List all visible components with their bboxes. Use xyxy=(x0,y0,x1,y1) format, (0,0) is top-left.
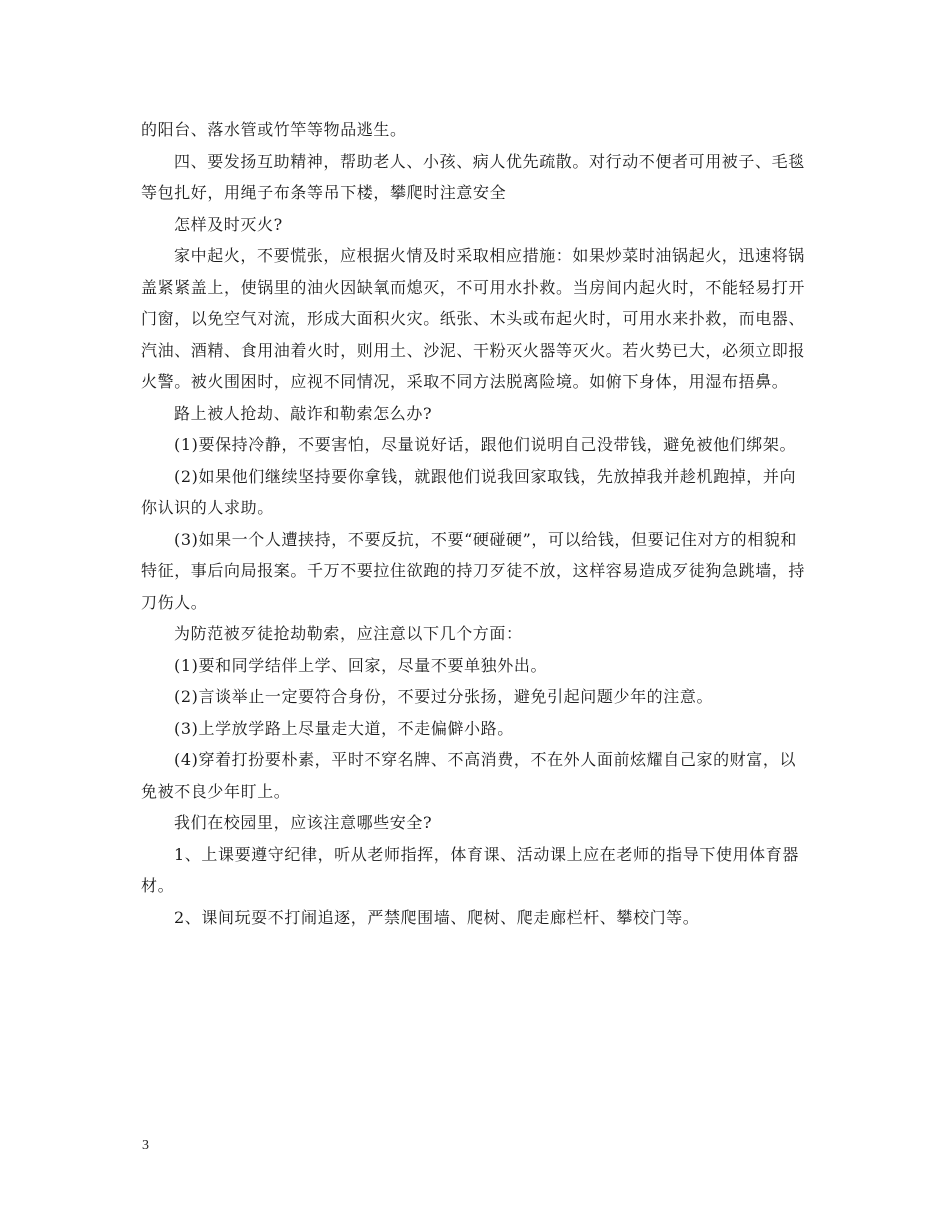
list-item-robbery-1: (1)要保持冷静，不要害怕，尽量说好话，跟他们说明自己没带钱，避免被他们绑架。 xyxy=(174,435,797,454)
list-item-prevention-3: (3)上学放学路上尽量走大道，不走偏僻小路。 xyxy=(174,718,514,738)
paragraph-mutual-aid: 四、要发扬互助精神，帮助老人、小孩、病人优先疏散。对行动不便者可用被子、毛毯等包扎好，用绳子布条等吊下楼，攀爬时注意安全 xyxy=(141,151,805,202)
heading-robbery: 路上被人抢劫、敲诈和勒索怎么办? xyxy=(174,403,433,423)
list-item-campus-2: 2、课间玩耍不打闹追逐，严禁爬围墙、爬树、爬走廊栏杆、攀校门等。 xyxy=(174,907,700,927)
list-item-robbery-2: (2)如果他们继续坚持要你拿钱，就跟他们说我回家取钱，先放掉我并趁机跑掉，并向你认识的人求助。 xyxy=(141,466,797,517)
list-item-prevention-4: (4)穿着打扮要朴素，平时不穿名牌、不高消费，不在外人面前炫耀自己家的财富，以免被不良少年盯上。 xyxy=(141,750,797,801)
paragraph-continuation: 的阳台、落水管或竹竿等物品逃生。 xyxy=(141,120,407,139)
list-item-campus-1: 1、上课要遵守纪律，听从老师指挥，体育课、活动课上应在老师的指导下使用体育器材。 xyxy=(141,844,799,895)
list-item-prevention-1: (1)要和同学结伴上学、回家，尽量不要单独外出。 xyxy=(174,655,548,675)
paragraph-home-fire: 家中起火，不要慌张，应根据火情及时采取相应措施：如果炒菜时油锅起火，迅速将锅盖紧紧盖上，使锅里的油火因缺氧而熄灭，不可用水扑救。当房间内起火时，不能轻易打开门窗，以免空气对流，形成大面积火灾。纸张、木头或布起火时，可用水来扑救，而电器、汽油、酒精、食用油着火时，则用土、沙泥、干粉灭火器等灭火。若火势已大，必须立即报火警。被火围困时，应视不同情况，采取不同方法脱离险境。如俯下身体，用湿布捂鼻。 xyxy=(141,246,806,391)
heading-campus-safety: 我们在校园里，应该注意哪些安全? xyxy=(174,813,433,832)
heading-prevention: 为防范被歹徒抢劫勒索，应注意以下几个方面： xyxy=(174,624,523,643)
heading-extinguish-fire: 怎样及时灭火? xyxy=(174,214,283,234)
list-item-robbery-3: (3)如果一个人遭挟持，不要反抗，不要“硬碰硬”，可以给钱，但要记住对方的相貌和特征，事后向局报案。千万不要拉住欲跑的持刀歹徒不放，这样容易造成歹徒狗急跳墙，持刀伤人。 xyxy=(141,529,806,612)
list-item-prevention-2: (2)言谈举止一定要符合身份，不要过分张扬，避免引起问题少年的注意。 xyxy=(174,687,714,706)
document-body xyxy=(141,114,811,933)
page-number: 3 xyxy=(142,1138,149,1153)
